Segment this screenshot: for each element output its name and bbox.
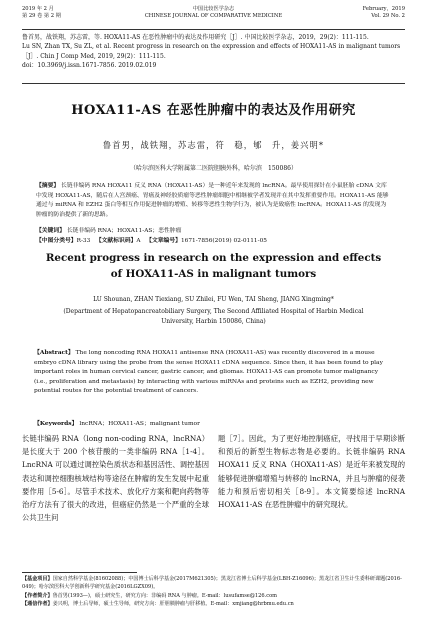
- citation-block: [22, 33, 405, 71]
- abstract-en-text: The long noncoding RNA HOXA11 antisense RNA (HOXA11-AS) was recently discovered in a mouse embryo cDNA library using the probe from the sense HOXA11 cDNA sequence. Since then, it has been found to play important roles in human cervical cancer, gastric cancer, and gliomas. HOXA11-AS can promote tumor malignancy (i.e., proliferation and metastasis) by interacting with various miRNAs and proteins such as EZH2, providing new potential routes for the potential treatment of cancers.: [34, 350, 383, 395]
- corresponding-label: 【通信作者】: [22, 601, 53, 608]
- fund-text: 国家自然科学基金(81602088)；中国博士后科学基金(2017M621305)；黑龙江省博士后科学基金(LBH-Z16096)；黑龙江省卫生计生委科研课题(2016-049)；哈尔滨医科大学创新科学研究基金(2016LGZX09)。: [22, 576, 402, 591]
- abstract-en-label: 【Abstract】: [34, 349, 74, 356]
- clc-label: 【中图分类号】: [36, 238, 77, 244]
- header-volume-en: Vol. 29 No. 2: [371, 13, 405, 19]
- header-date: 2019 年 2 月: [22, 6, 54, 12]
- citation-rule: [22, 83, 405, 84]
- authors-cn: 鲁首男，战铁翔，苏志雷，符 稳，郇 升，姜兴明*: [102, 140, 325, 150]
- fund-footnote: [22, 575, 405, 592]
- article-title-en: Recent progress in research on the expression and effects of HOXA11-AS in malignant tumors: [45, 252, 382, 280]
- journal-name-cn: 中国比较医学杂志: [192, 6, 235, 12]
- article-id-label: 【文章编号】: [146, 238, 181, 244]
- footnotes: [22, 575, 405, 609]
- keywords-cn-text: 长链非编码 RNA；HOXA11-AS；恶性肿瘤: [66, 228, 182, 234]
- footnote-rule: [22, 572, 137, 573]
- author-bio-label: 【作者简介】: [22, 592, 53, 599]
- abstract-cn-label: 【摘要】: [36, 183, 60, 189]
- citation-cn: 鲁首男，战铁翔，苏志雷，等. HOXA11-AS 在恶性肿瘤中的表达及作用研究［J］. 中国比较医学杂志，2019，29(2)：111-115.: [22, 34, 369, 41]
- affiliation-en: (Department of Hepatopancreatobiliary Surgery, The Second Affiliated Hospital of Harbin Medical University, Harbin 150086, China): [63, 308, 364, 325]
- header-volume: 第 29 卷 第 2 期: [22, 13, 61, 19]
- header-rule: [22, 29, 405, 30]
- corresponding-footnote: [22, 600, 405, 608]
- body-column-right: 题［7］。因此，为了更好地控制癌症，寻找用于早期诊断和预后的新型生物标志物是必要的。长链非编码 RNA HOXA11 反义 RNA（HOXA11-AS）是近年来被发现的能够促进肿瘤增殖与转移的 lncRNA，并且与肿瘤的侵袭能力和预后密切相关［8-9］。本文简要综述 lncRNA HOXA11-AS 在恶性肿瘤中的研究现状。: [218, 434, 405, 510]
- journal-name-en: CHINESE JOURNAL OF COMPARATIVE MEDICINE: [144, 13, 283, 19]
- citation-en: Lu SN, Zhan TX, Su ZL, et al. Recent progress in research on the expression and effects of HOXA11-AS in malignant tumors［J］. Chin J Comp Med, 2019, 29(2)：111-115.: [22, 43, 401, 60]
- header-center: [22, 6, 405, 20]
- classification-line: [36, 235, 391, 244]
- author-footnote: [22, 592, 405, 600]
- abstract-cn: [36, 182, 391, 220]
- header-date-en: February，2019: [362, 6, 405, 12]
- header-right: [363, 6, 405, 20]
- keywords-en-label: 【Keywords】: [34, 420, 78, 427]
- keywords-cn: [36, 225, 391, 234]
- doc-code-label: 【文献标识码】: [95, 238, 137, 244]
- fund-label: 【基金项目】: [22, 576, 53, 582]
- affiliation-cn: （哈尔滨医科大学附属第二医院胆胰外科，哈尔滨 150086）: [130, 165, 297, 172]
- abstract-cn-text: 长链非编码 RNA HOXA11 反义 RNA（HOXA11-AS）是一种近年来发现的 lncRNA。最早使用探针在小鼠胚胎 cDNA 文库中发现 HOXA11-AS，随后在人宫颈癌、胃癌及神经胶质瘤等恶性肿瘤细胞中相继被学者发现并在其中发挥重要作用。HOXA11-AS 能够通过与 miRNA 和 EZH2 蛋白等相互作用促进肿瘤的增殖、转移等恶性生物学行为，被认为是致癌性 lncRNA。HOXA11-AS 的发现为肿瘤的防治提供了新的思路。: [36, 183, 389, 218]
- author-bio-text: 鲁首男(1993—)，硕士研究生，研究方向：非编码 RNA 与肿瘤。E-mail：lusufamse@126.com: [52, 592, 278, 599]
- article-id-value: 1671-7856(2019) 02-0111-05: [180, 238, 267, 244]
- abstract-en: [34, 348, 393, 397]
- keywords-en: [34, 418, 393, 427]
- running-header: [22, 6, 405, 28]
- clc-value: R-33: [76, 238, 91, 244]
- citation-doi: doi：10.3969/j.issn.1671-7856. 2019.02.019: [22, 62, 157, 70]
- article-title-cn: HOXA11-AS 在恶性肿瘤中的表达及作用研究: [71, 103, 356, 118]
- authors-en: LU Shounan, ZHAN Tiexiang, SU Zhilei, FU Wen, TAI Sheng, JIANG Xingming*: [93, 296, 334, 303]
- body-column-left: 长链非编码 RNA（long non-coding RNA，lncRNA）是长度大于 200 个核苷酸的一类非编码 RNA［1-4］。LncRNA 可以通过调控染色质状态和基因活性、调控基因表达和调控细胞核域结构等途径在肿瘤的发生发展中起重要作用［5-6］。尽管手术技术、放化疗方案和靶向药物等治疗方法有了很大的改进，但癌症仍然是一个严重的全球公共卫生问: [22, 434, 209, 523]
- corresponding-text: 姜兴明，博士后导师，硕士生导师，研究方向：肝胆胰肿瘤与肝移植。E-mail：xmjiang@hrbmu.edu.cn: [52, 601, 294, 608]
- doc-code-value: A: [136, 238, 141, 244]
- keywords-cn-label: 【关键词】: [36, 228, 65, 234]
- keywords-en-text: lncRNA；HOXA11-AS；malignant tumor: [79, 421, 200, 427]
